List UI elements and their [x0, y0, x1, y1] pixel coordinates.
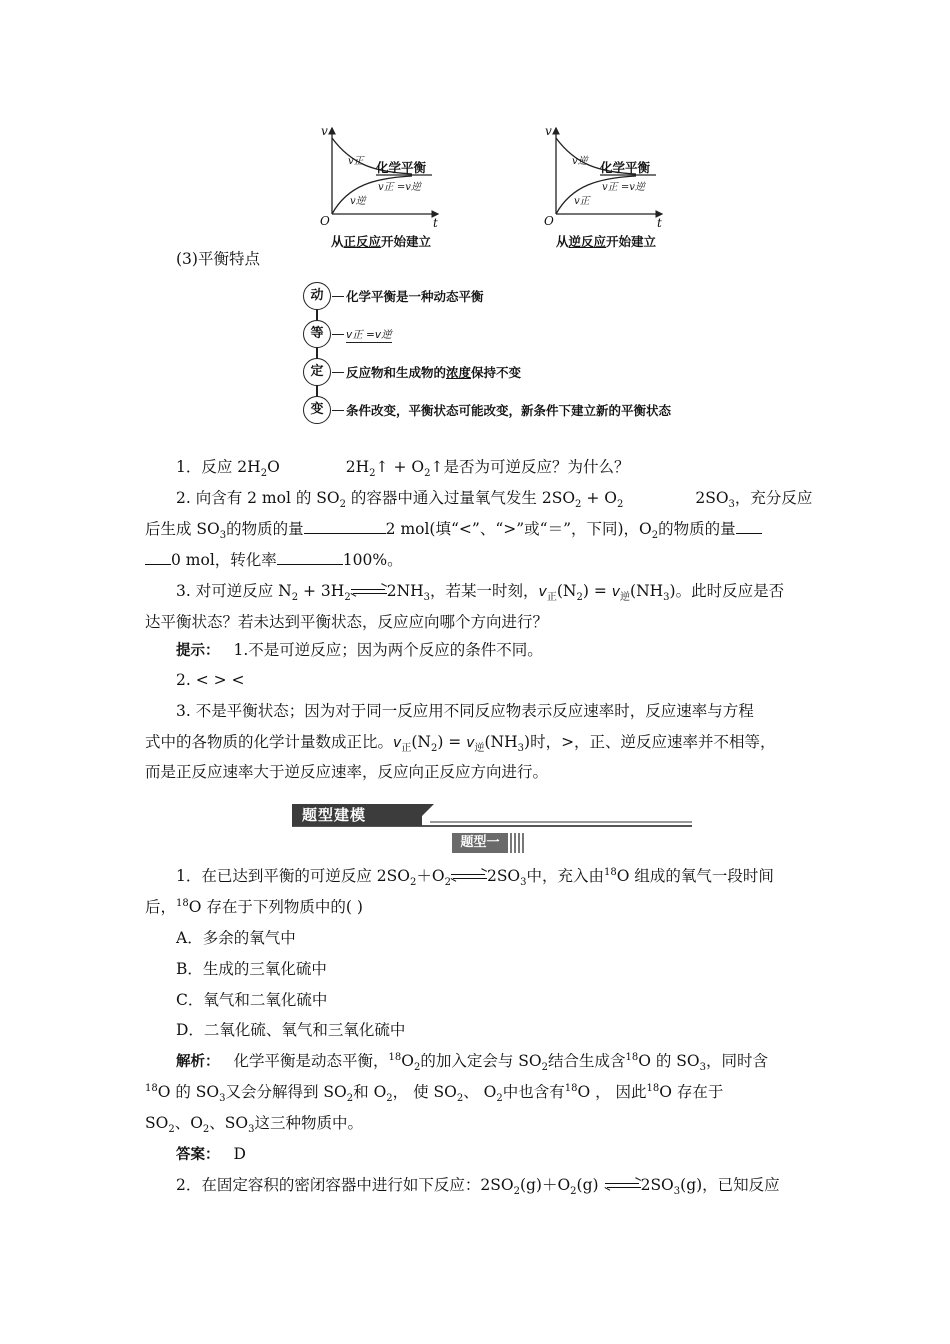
left-v-axis-label: v: [321, 124, 328, 138]
answer-label: 答案：: [176, 1147, 220, 1163]
right-origin-label: O: [544, 214, 554, 228]
left-v-ni-label: v逆: [350, 196, 366, 207]
blank-2a[interactable]: [736, 519, 762, 534]
answer-line: [176, 1144, 838, 1165]
option-c[interactable]: C．氧气和二氧化硫中: [176, 991, 328, 1009]
question-3-line-1: 3. 对可逆反应 $N_2 + 3H_2$ $2NH_3$，若某一时刻，$v_正(N_2) = v_逆(NH_3)$。此时反应是否: [176, 582, 785, 604]
banner-tail: [412, 804, 434, 826]
hint-line-2: 2. < > <: [176, 671, 245, 689]
feature-text-ding: 反应物和生成物的浓度保持不变: [346, 365, 522, 380]
left-equilibrium-label: 化学平衡: [376, 160, 427, 175]
blank-3[interactable]: [277, 550, 343, 565]
left-chart-caption: 从正反应开始建立: [331, 234, 432, 249]
question-2-line-2: 后生成 $SO_3$的物质的量 2 mol(填“<”、“>”或“＝”，下同)，$O_2$的物质的量: [145, 519, 807, 539]
right-chart-caption: 从逆反应开始建立: [556, 234, 657, 249]
option-b[interactable]: B．生成的三氧化硫中: [176, 960, 327, 978]
right-equal-label: v正 =v逆: [602, 182, 645, 193]
blank-2b[interactable]: [145, 550, 171, 565]
option-d[interactable]: D．二氧化硫、氧气和三氧化硫中: [176, 1021, 406, 1039]
hint-line-1: 提示： 1.不是可逆反应；因为两个反应的条件不同。: [176, 641, 543, 659]
question-3-line-2: 达平衡状态？若未达到平衡状态，反应应向哪个方向进行？: [145, 613, 549, 631]
hint-label: 提示：: [176, 643, 220, 659]
analysis-label: 解析：: [176, 1054, 220, 1070]
example-1-line-2: 后，$^{18}$O 存在于下列物质中的( ): [145, 897, 363, 916]
left-v-zheng-label: v正: [348, 156, 364, 167]
right-v-ni-label: v逆: [572, 156, 588, 167]
left-t-axis-label: t: [433, 216, 438, 230]
feature-text-bian: 条件改变，平衡状态可能改变，新条件下建立新的平衡状态: [346, 403, 672, 418]
section-3-title: (3)平衡特点: [176, 250, 260, 268]
analysis-line-3: $SO_2$、$O_2$、$SO_3$这三种物质中。: [145, 1114, 364, 1136]
right-v-zheng-label: v正: [574, 196, 590, 207]
answer-value: D: [233, 1145, 246, 1163]
equilibrium-charts: [0, 0, 950, 260]
hint-line-4: 式中的各物质的化学计量数成正比。$v_正(N_2) = v_逆(NH_3)$时，>，正、逆反应速率并不相等，: [145, 733, 776, 755]
feature-connector: [316, 297, 318, 409]
feature-node-deng: 等: [303, 320, 331, 348]
right-t-axis-label: t: [657, 216, 662, 230]
example-1-line-1: 1．在已达到平衡的可逆反应 $2SO_2+O_2$ $2SO_3$中，充入由$^{18}$O 组成的氧气一段时间: [176, 866, 774, 889]
analysis-line-1: 解析： 化学平衡是动态平衡，$^{18}O_2$的加入定会与 $SO_2$结合生成含$^{18}$O 的 $SO_3$，同时含: [176, 1051, 769, 1074]
section-banner: 题型建模: [292, 804, 422, 826]
right-v-axis-label: v: [545, 124, 552, 138]
hint-line-5: 而是正反应速率大于逆反应速率，反应向正反应方向进行。: [145, 763, 549, 781]
badge-stripes: [510, 833, 524, 853]
reversible-arrow: [605, 1181, 641, 1191]
question-2-line-3: 0 mol，转化率 100%。: [145, 550, 807, 570]
right-equilibrium-label: 化学平衡: [600, 160, 651, 175]
feature-node-bian: 变: [303, 396, 331, 424]
example-2-line-1: 2．在固定容积的密闭容器中进行如下反应：$2SO_2(g)+O_2(g)$ $2SO_3(g)$，已知反应: [176, 1176, 780, 1198]
reversible-arrow: [451, 872, 487, 882]
feature-node-ding: 定: [303, 358, 331, 386]
question-2-line-1: 2. 向含有 2 mol 的 $SO_2$ 的容器中通入过量氧气发生 $2SO_2 + O_2$ $2SO_3$，充分反应: [176, 489, 813, 511]
left-origin-label: O: [320, 214, 330, 228]
banner-rule-top: [430, 821, 692, 823]
analysis-line-2: $^{18}$O 的 $SO_3$又会分解得到 $SO_2$和 $O_2$， 使 $SO_2$、 $O_2$中也含有$^{18}$O ， 因此$^{18}$O 存在于: [145, 1082, 724, 1105]
reversible-arrow: [351, 587, 387, 597]
option-a[interactable]: A．多余的氧气中: [176, 929, 296, 947]
feature-text-dong: 化学平衡是一种动态平衡: [346, 289, 484, 304]
hint-line-3: 3. 不是平衡状态；因为对于同一反应用不同反应物表示反应速率时，反应速率与方程: [176, 702, 754, 720]
type-badge: 题型一: [452, 833, 508, 853]
feature-text-deng: v正 =v逆: [346, 329, 392, 341]
left-equal-label: v正 =v逆: [378, 182, 421, 193]
question-1: 1．反应 $2H_2O$ $2H_2↑$ + $O_2↑$是否为可逆反应？为什么？: [176, 458, 630, 480]
blank-1[interactable]: [304, 519, 386, 534]
feature-node-dong: 动: [303, 282, 331, 310]
